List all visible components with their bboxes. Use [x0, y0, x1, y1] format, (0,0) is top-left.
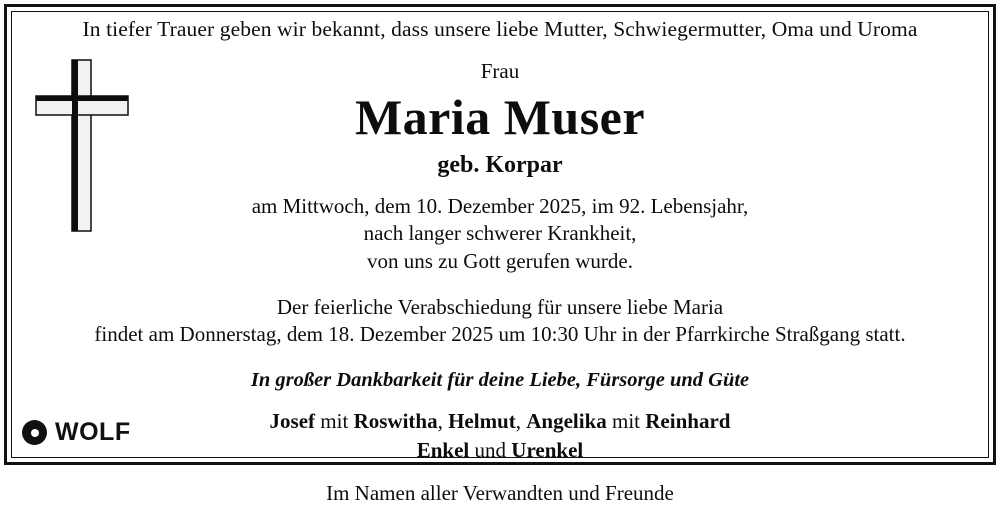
service-line: findet am Donnerstag, dem 18. Dezember 2025 um 10:30 Uhr in der Pfarrkirche Straßgang statt. [94, 322, 906, 347]
thanks-line: In großer Dankbarkeit für deine Liebe, Fürsorge und Güte [250, 369, 750, 392]
family-name: Urenkel [511, 438, 584, 463]
death-line: nach langer schwerer Krankheit, [363, 221, 637, 246]
family-conjunction: und [469, 438, 512, 463]
death-line: von uns zu Gott gerufen wurde. [367, 248, 633, 273]
notice-content [14, 14, 986, 505]
family-name: Josef [269, 409, 316, 434]
family-conjunction: , [437, 409, 449, 434]
death-details [14, 193, 986, 275]
family-name: Helmut [448, 409, 516, 434]
deceased-name: Maria Muser [354, 89, 646, 145]
family-name: Enkel [416, 438, 470, 463]
family-line-1 [14, 407, 986, 436]
service-line: Der feierliche Verabschiedung für unsere liebe Maria [276, 294, 724, 319]
family-name: Roswitha [353, 409, 438, 434]
family-names [14, 407, 986, 464]
intro-line: In tiefer Trauer geben wir bekannt, dass unsere liebe Mutter, Schwiegermutter, Oma und Uroma [82, 17, 918, 41]
family-conjunction: mit [315, 409, 354, 434]
family-name: Angelika [526, 409, 607, 434]
logo-text: WOLF [55, 418, 131, 446]
notice-text-column [14, 14, 986, 506]
death-line: am Mittwoch, dem 10. Dezember 2025, im 92. Lebensjahr, [251, 194, 749, 218]
family-conjunction: , [515, 409, 527, 434]
family-line-2 [14, 436, 986, 465]
maiden-name: geb. Korpar [437, 152, 563, 178]
service-details [14, 294, 986, 349]
closing-line: Im Namen aller Verwandten und Freunde [326, 480, 674, 505]
publisher-logo [22, 418, 131, 447]
family-name: Reinhard [645, 409, 731, 434]
family-conjunction: mit [606, 409, 646, 434]
salutation-line: Frau [480, 59, 520, 83]
circle-dot-icon [22, 420, 47, 445]
